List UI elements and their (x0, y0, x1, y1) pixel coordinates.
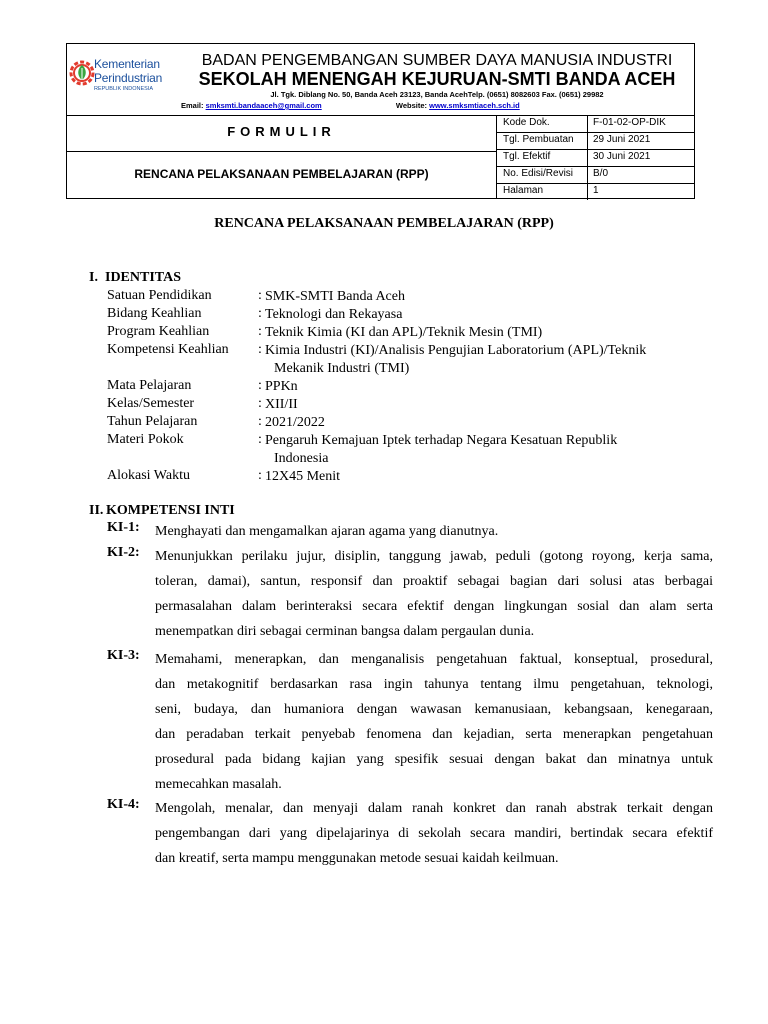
meta-value: 29 Juni 2021 (593, 134, 651, 145)
meta-key: No. Edisi/Revisi (503, 168, 574, 179)
website-label: Website: (395, 101, 428, 110)
ki-line: memecahkan masalah. (155, 777, 282, 792)
school-address: Jl. Tgk. Diblang No. 50, Banda Aceh 23123, Banda AcehTelp. (0651) 8082603 Fax. (0651) 29982 (270, 90, 604, 99)
meta-row (497, 115, 694, 133)
identity-value-line1: Kimia Industri (KI)/Analisis Pengujian Laboratorium (APL)/Teknik (265, 343, 647, 358)
doc-type-cell (67, 151, 497, 199)
ki-line: Menunjukkan perilaku jujur, disiplin, tanggung jawab, peduli (gotong royong, kerja sama, (155, 549, 713, 564)
ki-line: pengembangan dari yang dipelajarinya di sekolah secara mandiri, bertindak secara efektif (155, 826, 713, 841)
page-title: RENCANA PELAKSANAAN PEMBELAJARAN (RPP) (214, 216, 554, 231)
meta-value: 1 (593, 185, 599, 196)
logo-text-line2: Perindustrian (94, 71, 163, 85)
identity-label: Mata Pelajaran (107, 378, 192, 393)
identity-label: Bidang Keahlian (107, 306, 202, 321)
identity-value: Teknik Kimia (KI dan APL)/Teknik Mesin (TMI) (265, 325, 543, 340)
document-header (66, 43, 695, 199)
ki-line: Mengolah, menalar, dan menyaji dalam ranah konkret dan ranah abstrak terkait dengan (155, 801, 713, 816)
ki-text (155, 647, 713, 797)
meta-row (497, 149, 694, 167)
ki-line: toleran, damai), santun, responsif dan proaktif sebagai bagian dari solusi atas berbagai (155, 574, 713, 589)
meta-value: B/0 (593, 168, 609, 179)
ki-label: KI-3: (107, 648, 140, 663)
ki-label: KI-2: (107, 545, 140, 560)
ki-text (155, 519, 713, 544)
identity-value (265, 432, 705, 468)
ki-text (155, 796, 713, 871)
gear-leaf-icon (69, 56, 95, 90)
ki-line: permasalahan dalam berinteraksi secara efektif dengan lingkungan sosial dan alam serta (155, 599, 713, 614)
ki-line: dan metakognitif berdasarkan rasa ingin tahunya tentang ilmu pengetahuan, teknologi, (155, 677, 713, 692)
meta-key: Halaman (503, 185, 544, 196)
ki-label: KI-4: (107, 797, 140, 812)
identity-value: 12X45 Menit (265, 469, 341, 484)
logo-text-line1: Kementerian (94, 57, 160, 71)
identity-value: SMK-SMTI Banda Aceh (265, 289, 405, 304)
agency-name: BADAN PENGEMBANGAN SUMBER DAYA MANUSIA INDUSTRI (201, 52, 673, 69)
identity-value: Teknologi dan Rekayasa (265, 307, 403, 322)
identity-value: PPKn (265, 379, 298, 394)
identity-label: Program Keahlian (107, 324, 210, 339)
meta-value: F-01-02-OP-DIK (593, 117, 666, 128)
section-title: KOMPETENSI INTI (106, 503, 235, 518)
identity-value-line2: Mekanik Industri (TMI) (274, 361, 410, 376)
identity-label: Satuan Pendidikan (107, 288, 212, 303)
section-title: IDENTITAS (105, 270, 181, 285)
identity-value-line2: Indonesia (274, 451, 329, 466)
ki-line: menempatkan diri sebagai cerminan bangsa dalam pergaulan dunia. (155, 624, 535, 639)
ki-label: KI-1: (107, 520, 140, 535)
identity-label: Alokasi Waktu (107, 468, 190, 483)
meta-row (497, 166, 694, 184)
meta-row (497, 183, 694, 200)
meta-key: Tgl. Pembuatan (503, 134, 574, 145)
email-link[interactable]: smksmti.bandaaceh@gmail.com (205, 101, 322, 110)
contact-line (181, 101, 520, 110)
meta-row (497, 132, 694, 150)
ki-line: dan kreatif, serta mampu menggunakan metode sesuai kaidah keilmuan. (155, 851, 559, 866)
ki-line: prosedural pada bidang kajian yang spesifik sesuai dengan bakat dan minatnya untuk (155, 752, 713, 767)
identity-label: Tahun Pelajaran (107, 414, 198, 429)
identity-value: XII/II (265, 397, 298, 412)
ki-text (155, 544, 713, 644)
identity-label: Kelas/Semester (107, 396, 195, 411)
ki-line: seni, budaya, dan humaniora dengan wawasan kemanusiaan, kebangsaan, kenegaraan, (155, 702, 713, 717)
identity-label: Materi Pokok (107, 432, 184, 447)
identity-value: 2021/2022 (265, 415, 325, 430)
ki-line: dan peradaban terkait penyebab fenomena dan kejadian, serta menerapkan pengetahuan (155, 727, 713, 742)
header-top-row (67, 44, 694, 116)
ki-line: Menghayati dan mengamalkan ajaran agama yang dianutnya. (155, 524, 499, 539)
identity-value (265, 342, 705, 378)
section-number: II. (89, 503, 104, 518)
form-label: FORMULIR (227, 124, 336, 139)
school-name: SEKOLAH MENENGAH KEJURUAN-SMTI BANDA ACEH (198, 69, 676, 89)
meta-key: Tgl. Efektif (503, 151, 551, 162)
meta-value: 30 Juni 2021 (593, 151, 651, 162)
ministry-logo (67, 44, 177, 115)
section-number: I. (89, 270, 98, 285)
doc-type: RENCANA PELAKSANAAN PEMBELAJARAN (RPP) (134, 167, 429, 181)
identity-label: Kompetensi Keahlian (107, 342, 229, 357)
identity-value-line1: Pengaruh Kemajuan Iptek terhadap Negara Kesatuan Republik (265, 433, 618, 448)
form-label-cell (67, 115, 497, 152)
meta-key: Kode Dok. (503, 117, 550, 128)
email-label: Email: (181, 101, 204, 110)
logo-text-line3: REPUBLIK INDONESIA (94, 86, 153, 92)
website-link[interactable]: www.smksmtiaceh.sch.id (429, 101, 520, 110)
ki-line: Memahami, menerapkan, dan menganalisis pengetahuan faktual, konseptual, prosedural, (155, 652, 713, 667)
